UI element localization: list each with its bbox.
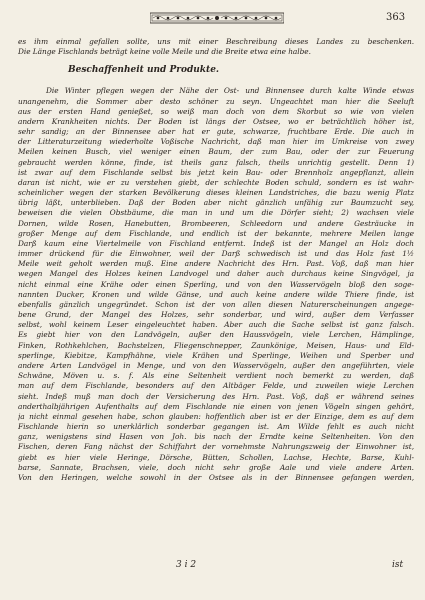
text-line: Von den Heringen, welche sowohl in der Ostsee als in der Binnensee gefangen werden, bbox=[18, 472, 414, 482]
text-line: Meile weit geholt werden muß. Eine andere Nachricht des Hrn. Past. Voß, daß man hier bbox=[18, 259, 414, 269]
text-line: selbst, wohl keinem Leser eingeleuchtet haben. Aber auch die Sache selbst ist ganz falsch. bbox=[18, 320, 414, 330]
paragraph-intro bbox=[18, 37, 414, 57]
printer-signature: 3 i 2 bbox=[176, 560, 197, 570]
text-line: der Litteraturzeitung wiederholte Voßische Nachricht, daß man hier im Umkreise von zwey bbox=[18, 137, 414, 147]
text-line: Dornen, wilde Rosen, Hanebutten, Brombeeren, Schleedorn und andere Gesträucke in bbox=[18, 218, 414, 228]
text-line: Darß kaum eine Viertelmeile von Fischland entfernt. Indeß ist der Mangel an Holz doch bbox=[18, 238, 414, 248]
text-line: ebenfalls gänzlich ungegründet. Schon ist der von allen diesen Naturerscheinungen angege- bbox=[18, 299, 414, 309]
text-line: sehr sandig; an der Binnensee aber hat er gute, schwarze, fruchtbare Erde. Die auch in bbox=[18, 127, 414, 137]
page-number: 363 bbox=[386, 12, 406, 23]
section-heading: Beschaffenheit und Produkte. bbox=[68, 65, 220, 76]
text-line: man auf dem Fischlande, besonders auf den Altbäger Felde, und zuweilen wieje Lerchen bbox=[18, 381, 414, 391]
text-line: übrig läßt, unterblieben. Daß der Boden aber nicht gänzlich unfähig zur Baumzucht sey, bbox=[18, 198, 414, 208]
text-line: unangenehm, die Sommer aber desto schöner zu seyn. Ungeachtet man hier die Seeluft bbox=[18, 96, 414, 106]
text-line: gebraucht werden könne, finde, ist theils ganz falsch, theils unrichtig gestellt. Denn 1) bbox=[18, 157, 414, 167]
text-line: immer drückend für die Einwohner, weil der Darß schwedisch ist und das Holz fast 1½ bbox=[18, 249, 414, 259]
text-line: Die Winter pflegen wegen der Nähe der Ost- und Binnensee durch kalte Winde etwas bbox=[46, 86, 414, 96]
text-line: nicht einmal eine Krähe oder einen Sperling, und von den Wasservögeln bloß den soge- bbox=[18, 279, 414, 289]
text-line: scheinlicher wegen der starken Bevölkerung dieses kleinen Landstriches, die bazu wenig Platz bbox=[18, 188, 414, 198]
text-line: Es giebt hier von den Landvögeln, außer den Haussvögeln, viele Lerchen, Hämplinge, bbox=[18, 330, 414, 340]
text-line: barse, Sannate, Brachsen, viele, doch nicht sehr große Aale und viele andere Arten. bbox=[18, 462, 414, 472]
text-line: Meilen keinen Busch, viel weniger einen Baum, der zum Bau, oder der zur Feuerung bbox=[18, 147, 414, 157]
text-line: giebt es hier viele Heringe, Dörsche, Bütten, Schollen, Lachse, Hechte, Barse, Kuhl- bbox=[18, 452, 414, 462]
text-line: sperlinge, Kiebitze, Kampfhähne, viele Krähen und Sperlinge, Weihen und Sperber und bbox=[18, 350, 414, 360]
text-line: anderthalbjährigen Aufenthalts auf dem Fischlande nie einen von jenen Vögeln singen gehört, bbox=[18, 401, 414, 411]
text-line: Fischlande hierin so unerklärlich sonderbar gegangen ist. Am Wilde fehlt es auch nicht bbox=[18, 422, 414, 432]
text-line: Finken, Rothkehlchen, Bachstelzen, Fliegenschnepper, Zaunkönige, Meisen, Haus- und Eld- bbox=[18, 340, 414, 350]
text-line: großer Menge auf dem Fischlande, und endlich ist der bekannte, mehrere Meilen lange bbox=[18, 228, 414, 238]
paragraph-main bbox=[18, 86, 414, 483]
text-line: ist zwar auf dem Fischlande selbst bis jetzt kein Bau- oder Brennholz angepflanzt, allein bbox=[18, 167, 414, 177]
text-line: beweisen die vielen Obstbäume, die man in und um die Dörfer sieht; 2) wachsen viele bbox=[18, 208, 414, 218]
text-line: andere Arten Landvögel in Menge, und von den Wasservögeln, außer den angeführten, viele bbox=[18, 360, 414, 370]
body-text bbox=[18, 37, 414, 483]
text-line: daran ist nicht, wie er zu verstehen giebt, der schlechte Boden schuld, sondern es ist wahr- bbox=[18, 177, 414, 187]
text-line: sieht. Indeß muß man doch der Versicherung des Hrn. Past. Voß, daß er während seines bbox=[18, 391, 414, 401]
text-line: Schwäne, Möven u. s. f. Als eine Seltenheit verdient noch bemerkt zu werden, daß bbox=[18, 371, 414, 381]
catchword: ist bbox=[392, 560, 404, 570]
text-line: aus der ersten Hand genießet, so weiß man doch von dem Skorbut so wie von vielen bbox=[18, 106, 414, 116]
text-line: wegen Mangel des Holzes keinen Landvogel und daher auch durchaus keine Singvögel, ja bbox=[18, 269, 414, 279]
text-line: nannten Ducker, Kronen und wilde Gänse, und auch keine andere wilde Thiere finde, ist bbox=[18, 289, 414, 299]
text-line: bene Grund, der Mangel des Holzes, sehr sonderbar, und wird, außer dem Verfasser bbox=[18, 310, 414, 320]
text-line: Die Länge Fischlands beträgt keine volle Meile und die Breite etwa eine halbe. bbox=[18, 47, 311, 57]
text-line: es ihm einmal gefallen sollte, uns mit einer Beschreibung dieses Landes zu beschenken. bbox=[18, 37, 414, 46]
decorative-header-ornament bbox=[150, 12, 284, 24]
text-line: ganz, wenigstens sind Hasen von Joh. bis nach der Erndte keine Seltenheiten. Von den bbox=[18, 432, 414, 442]
text-line: Fischen, deren Fang nächst der Schiffahrt der vornehmste Nahrungszweig der Einwohner ist, bbox=[18, 442, 414, 452]
text-line: andern Krankheiten nichts. Der Boden ist längs der Ostsee, wo er beträchtlich höher ist, bbox=[18, 116, 414, 126]
text-line: ja nicht einmal gesehen habe, schon glauben: hoffentlich aber ist er der Einzige, dem es auf dem bbox=[18, 411, 414, 421]
